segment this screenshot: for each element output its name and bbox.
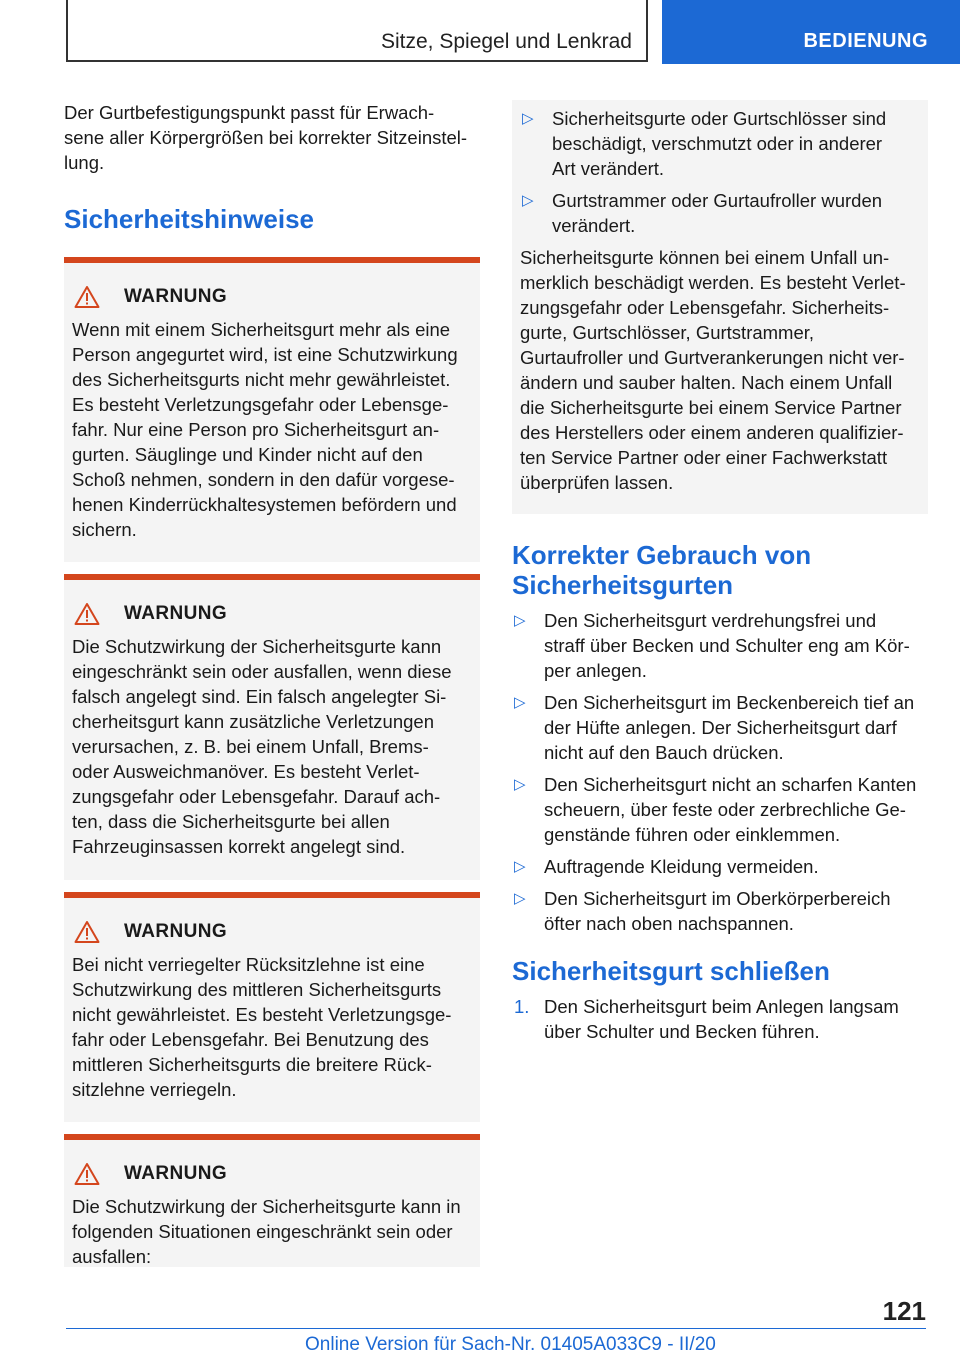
list-item: ▷ Den Sicherheitsgurt nicht an scharfen Kanten scheuern, über feste oder zerbrechliche Ge- genstände führen oder einklemmen. — [514, 774, 917, 845]
warning-box-2 — [64, 574, 480, 880]
header-section-tab — [66, 0, 648, 62]
warning-title: WARNUNG — [124, 921, 228, 942]
page-number: 121 — [882, 1296, 926, 1326]
footer-online-version: Online Version für Sach-Nr. 01405A033C9 - II/20 — [305, 1334, 716, 1355]
list-item: ▷ Den Sicherheitsgurt im Oberkörperbereich öfter nach oben nachspannen. — [514, 888, 891, 934]
intro-paragraph: Der Gurtbefestigungspunkt passt für Erwach- sene aller Körpergrößen bei korrekter Sitzeinstel- lung. — [64, 102, 468, 173]
warning-triangle-icon — [74, 920, 100, 944]
chapter-title: BEDIENUNG — [803, 30, 928, 52]
heading-fasten-belt: Sicherheitsgurt schließen — [512, 956, 830, 986]
section-title: Sitze, Spiegel und Lenkrad — [380, 30, 632, 53]
heading-safety-notes: Sicherheitshinweise — [64, 204, 314, 234]
step-item — [512, 994, 928, 1044]
footer-divider — [66, 1328, 926, 1329]
triangle-right-outline-icon: ▷ — [522, 110, 534, 127]
right-column — [512, 100, 928, 1051]
step-number: 1. — [514, 996, 530, 1017]
warning-triangle-icon — [74, 602, 100, 626]
triangle-right-outline-icon: ▷ — [514, 694, 526, 711]
warning-triangle-icon — [74, 285, 100, 309]
warning-title: WARNUNG — [124, 286, 228, 307]
warning-title: WARNUNG — [124, 1163, 228, 1184]
warning-continuation-text: Sicherheitsgurte können bei einem Unfall un- merklich beschädigt werden. Es besteht Verlet- zungsgefahr oder Lebensgefahr. Sicherheits- gurte, Gurtschlösser, Gurtstrammer, Gurtaufroller und Gurtverankerungen nicht ver- ändern und sauber halten. Nach einem Unfall die Sicherheitsgurte bei einem Service Partner des Herstellers oder einem anderen qualifizier- ten Service Partner oder einer Fachwerkstatt überprüfen lassen. — [520, 247, 906, 493]
warning-text: Bei nicht verriegelter Rücksitzlehne ist eine Schutzwirkung des mittleren Sicherheitsgurts nicht gewährleistet. Es besteht Verletzungsge- fahr oder Lebensgefahr. Bei Benutzung des mittleren Sicherheitsgurts die breitere Rück- sitzlehne verriegeln. — [72, 954, 452, 1100]
warning-triangle-icon — [74, 1162, 100, 1186]
warning-continuation-box — [512, 100, 928, 514]
warning-box-3 — [64, 892, 480, 1122]
list-item: ▷ Auftragende Kleidung vermeiden. — [514, 856, 819, 877]
warning-title: WARNUNG — [124, 603, 228, 624]
fasten-steps-list — [512, 994, 928, 1044]
list-item: ▷ Den Sicherheitsgurt verdrehungsfrei und straff über Becken und Schulter eng am Kör- per anlegen. — [514, 610, 910, 681]
triangle-right-outline-icon: ▷ — [514, 890, 526, 907]
triangle-right-outline-icon: ▷ — [514, 858, 526, 875]
step-text: Den Sicherheitsgurt beim Anlegen langsam über Schulter und Becken führen. — [544, 996, 899, 1042]
warning-box-1 — [64, 257, 480, 562]
heading-correct-use: Korrekter Gebrauch von Sicherheitsgurten — [512, 540, 812, 600]
left-column — [64, 100, 480, 1267]
warning-box-4 — [64, 1134, 480, 1267]
warning-text: Wenn mit einem Sicherheitsgurt mehr als eine Person angegurtet wird, ist eine Schutzwirkung des Sicherheitsgurts nicht mehr gewährleistet. Es besteht Verletzungsgefahr oder Lebensge- fahr. Nur eine Person pro Sicherheitsgurt an- gurten. Säuglinge und Kinder nicht auf den Schoß nehmen, sondern in den dafür vorgese- henen Kinderrückhaltesystemen befördern und sichern. — [72, 319, 458, 540]
list-item: ▷ Gurtstrammer oder Gurtaufroller wurden verändert. — [522, 190, 883, 236]
warning-text: Die Schutzwirkung der Sicherheitsgurte kann eingeschränkt sein oder ausfallen, wenn diese falsch angelegt sind. Ein falsch angelegter Si- cherheitsgurt kann zusätzliche Verletzungen verursachen, z. B. bei einem Unfall, Brems- oder Ausweichmanöver. Es besteht Verlet- zungsgefahr oder Lebensgefahr. Darauf ach- ten, dass die Sicherheitsgurte bei allen Fahrzeuginsassen korrekt angelegt sind. — [72, 636, 452, 857]
header-chapter-tab — [662, 0, 960, 64]
triangle-right-outline-icon: ▷ — [522, 192, 534, 209]
list-item: ▷ Den Sicherheitsgurt im Beckenbereich tief an der Hüfte anlegen. Der Sicherheitsgurt darf nicht auf den Bauch drücken. — [514, 692, 915, 763]
list-item: ▷ Sicherheitsgurte oder Gurtschlösser sind beschädigt, verschmutzt oder in anderer Art verändert. — [522, 108, 887, 179]
warning-text: Die Schutzwirkung der Sicherheitsgurte kann in folgenden Situationen eingeschränkt sein oder ausfallen: — [72, 1196, 461, 1267]
triangle-right-outline-icon: ▷ — [514, 612, 526, 629]
triangle-right-outline-icon: ▷ — [514, 776, 526, 793]
correct-use-list — [512, 608, 928, 936]
